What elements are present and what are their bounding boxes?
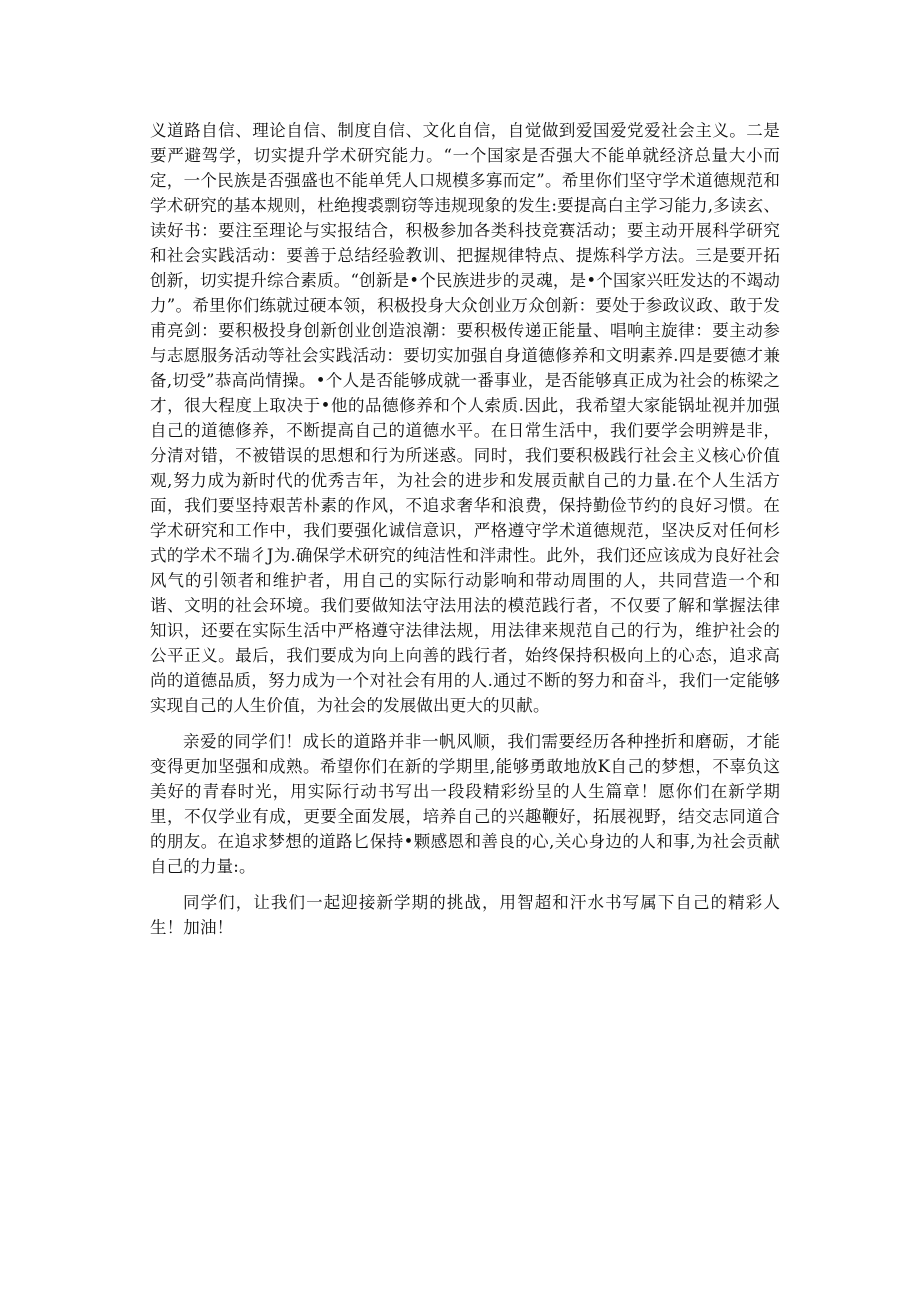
body-paragraph: 亲爱的同学们！成长的道路并非一帆风顺，我们需要经历各种挫折和磨砺，才能变得更加坚强和成熟。希望你们在新的学期里,能够勇敢地放K自己的梦想，不辜负这美好的青春时光，用实际行动书写出一段段精彩纷呈的人生篇章！愿你们在新学期里，不仅学业有成，更要全面发展，培养自己的兴趣鞭好，拓展视野，结交志同道合的朋友。在追求梦想的道路匕保持•颗感恩和善良的心,关心身边的人和事,为社会贡献自己的力量:。 [150, 732, 780, 876]
body-paragraph: 义道路自信、理论自信、制度自信、文化自信，自觉做到爱国爱党爱社会主义。二是要严避驾学，切实提升学术研究能力。“一个国家是否强大不能单就经济总量大小而定，一个民族是否强盛也不能单凭人口规模多寡而定”。希里你们坚守学术道德规范和学术研究的基本规则，杜绝搜裘剽窃等违规现象的发生:要提高白主学习能力,多读玄、读好书：要注至理论与实报结合，积极参加各类科技竞赛活动；要主动开展科学研究和社会实践活动：要善于总结经验教训、把握规律特点、提炼科学方法。三是要开拓创新，切实提升综合素质。“创新是•个民族进步的灵魂，是•个国家兴旺发达的不竭动力”。希里你们练就过硬本领，积极投身大众创业万众创新：要处于参政议政、敢于发甫亮剑：要积极投身创新创业创造浪潮：要积极传递正能量、唱响主旋律：要主动参与志愿服务活动等社会实践活动：要切实加强自身道德修养和文明素养.四是要德才兼备,切受”恭高尚情操。•个人是否能够成就一番事业，是否能够真正成为社会的栋梁之才，很大程度上取决于•他的品德修养和个人索质.因此，我希望大家能锅址视并加强自己的道德修养，不断提高自己的道德水平。在日常生活中，我们要学会明辨是非，分清对错，不被错误的思想和行为所迷惑。同时，我们要积极践行社会主义核心价值观,努力成为新时代的优秀吉年，为社会的进步和发展贡献自己的力量.在个人生活方面，我们要坚持艰苦朴素的作风，不追求奢华和浪费，保持勤俭节约的良好习惯。在学术研究和工作中，我们要强化诚信意识，严格遵守学术道德规范，坚决反对任何杉式的学术不瑞彳J为.确保学术研究的纯洁性和泮肃性。此外，我们还应该成为良好社会风气的引领者和维护者，用自己的实际行动影响和带动周围的人，共同营造一个和谐、文明的社会环境。我们要做知法守法用法的模范践行者，不仅要了解和掌握法律知识，还要在实际生活中严格遵守法律法规，用法律来规范自己的行为，维护社会的公平正义。最后，我们要成为向上向善的践行者，始终保持积极向上的心态，追求高尚的道德品质，努力成为一个对社会有用的人.通过不断的努力和奋斗，我们一定能够实现自己的人生价值，为社会的发展做出更大的贝献。 [150, 121, 780, 715]
document-body [150, 118, 780, 951]
body-paragraph: 同学们，让我们一起迎接新学期的挑战，用智超和汗水书写属下自己的精彩人生！加油！ [150, 893, 780, 937]
